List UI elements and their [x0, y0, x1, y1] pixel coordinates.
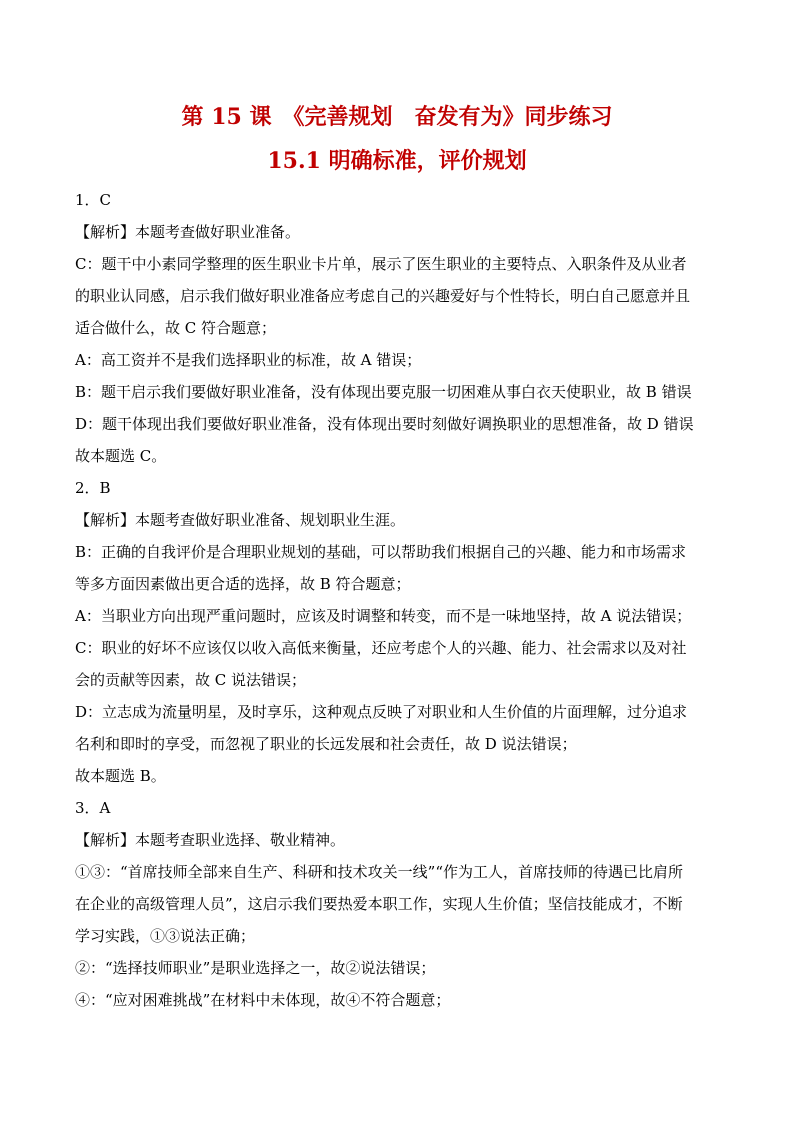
analysis-heading-3: 【解析】本题考查职业选择、敬业精神。: [75, 831, 346, 849]
text-line: 适合做什么，故 C 符合题意；: [75, 319, 277, 337]
conclusion-line: 故本题选 C。: [75, 447, 167, 465]
text-line: ①③：“首席技师全部来自生产、科研和技术攻关一线”“作为工人，首席技师的待遇已比肩所: [75, 863, 684, 881]
text-line: C：职业的好坏不应该仅以收入高低来衡量，还应考虑个人的兴趣、能力、社会需求以及对社: [75, 639, 687, 657]
text-line: A：高工资并不是我们选择职业的标准，故 A 错误；: [75, 351, 422, 369]
text-line: ②：“选择技师职业”是职业选择之一，故②说法错误；: [75, 959, 436, 977]
text-line: 等多方面因素做出更合适的选择，故 B 符合题意；: [75, 575, 411, 593]
text-line: B：题干启示我们要做好职业准备，没有体现出要克服一切困难从事白衣天使职业，故 B 错误: [75, 383, 692, 401]
text-line: 在企业的高级管理人员”，这启示我们要热爱本职工作，实现人生价值；坚信技能成才，不断: [75, 895, 683, 913]
section-subtitle: 15.1 明确标准，评价规划: [267, 148, 527, 174]
text-line: C：题干中小素同学整理的医生职业卡片单，展示了医生职业的主要特点、入职条件及从业者: [75, 255, 687, 273]
conclusion-line: 故本题选 B。: [75, 767, 166, 785]
analysis-heading-2: 【解析】本题考查做好职业准备、规划职业生涯。: [75, 511, 406, 529]
text-line: D：立志成为流量明星，及时享乐，这种观点反映了对职业和人生价值的片面理解，过分追求: [75, 703, 688, 721]
text-line: 学习实践，①③说法正确；: [75, 927, 256, 945]
analysis-heading-1: 【解析】本题考查做好职业准备。: [75, 223, 301, 241]
answer-number-2: 2．B: [75, 479, 111, 497]
text-line: D：题干体现出我们要做好职业准备，没有体现出要时刻做好调换职业的思想准备，故 D 错误: [75, 415, 694, 433]
text-line: A：当职业方向出现严重问题时，应该及时调整和转变，而不是一味地坚持，故 A 说法错误；: [75, 607, 692, 625]
answer-number-3: 3．A: [75, 799, 111, 817]
page-title: 第 15 课 《完善规划 奋发有为》同步练习: [181, 104, 613, 130]
answer-body: [75, 184, 725, 1016]
text-line: B：正确的自我评价是合理职业规划的基础，可以帮助我们根据自己的兴趣、能力和市场需求: [75, 543, 687, 561]
text-line: 会的贡献等因素，故 C 说法错误；: [75, 671, 307, 689]
text-line: ④：“应对困难挑战”在材料中未体现，故④不符合题意；: [75, 991, 451, 1009]
text-line: 名利和即时的享受，而忽视了职业的长远发展和社会责任，故 D 说法错误；: [75, 735, 577, 753]
answer-number-1: 1．C: [75, 191, 112, 209]
text-line: 的职业认同感，启示我们做好职业准备应考虑自己的兴趣爱好与个性特长，明白自己愿意并且: [75, 287, 691, 305]
